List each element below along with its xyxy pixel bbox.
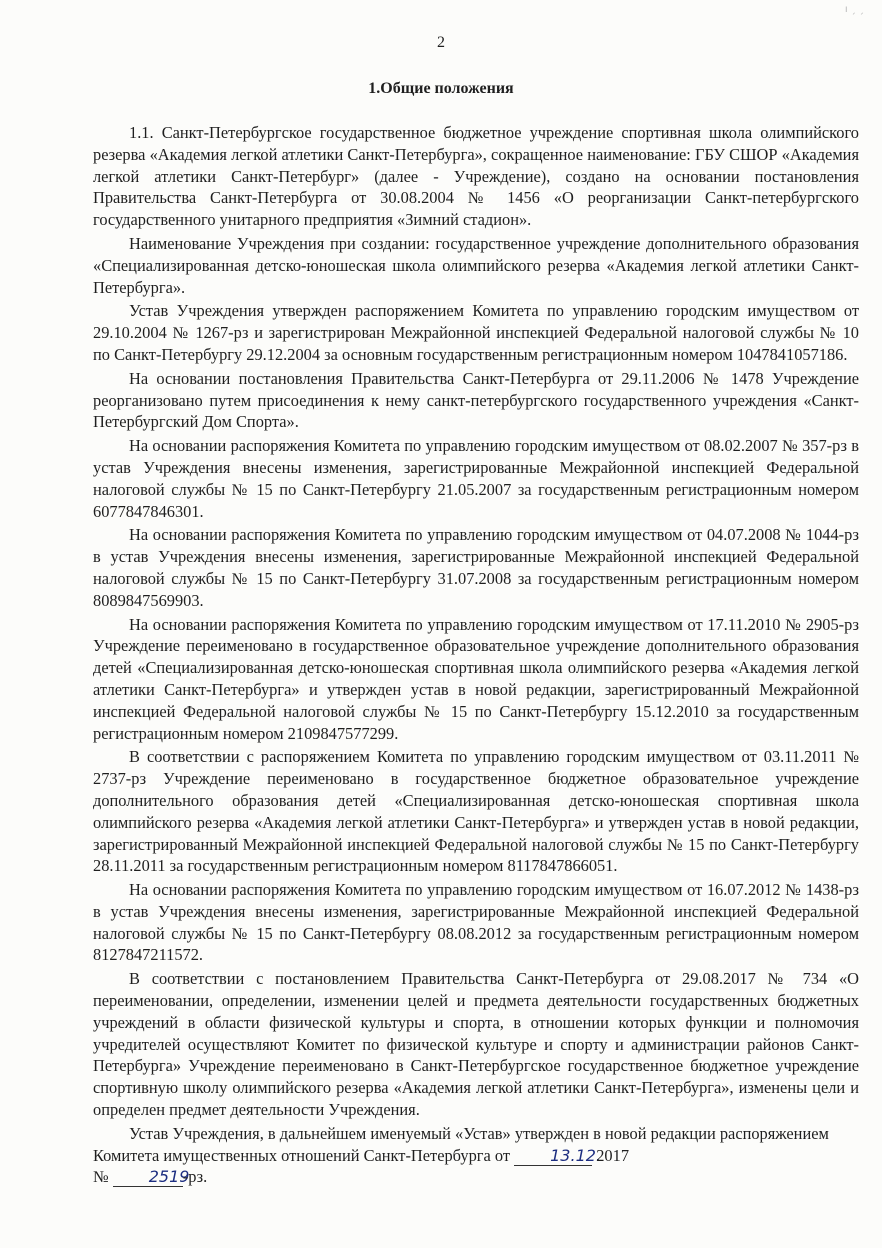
charter-text: Устав Учреждения, в дальнейшем именуемый «Устав» утвержден в новой редакции распоряжением Комитета имущественных отношений Санкт-Петербурга от: [93, 1123, 829, 1165]
paragraph-charter-2004: Устав Учреждения утвержден распоряжением Комитета по управлению городским имуществом от 29.10.2004 № 1267-рз и зарегистрирован Межрайонной инспекцией Федеральной налоговой службы № 10 по Санкт-Петербургу 29.12.2004 за основным государственным регистрационным номером 1047841057186.: [93, 301, 859, 364]
corner-scan-mark: ı ˏ ˏ: [844, 4, 864, 15]
handwritten-number: 2519: [113, 1168, 183, 1187]
section-title: 1.Общие положения: [368, 80, 514, 97]
paragraph-renaming-2017: В соответствии с постановлением Правительства Санкт-Петербурга от 29.08.2017 № 734 «О переименовании, определении, изменении целей и предмета деятельности государственных бюджетных учреждений в области физической культуры и спорта, в отношении которых функции и полномочия учредителей осуществляют Комитет по физической культуре и спорту и администрации районов Санкт-Петербурга» Учреждение переименовано в Санкт-Петербургское государственное бюджетное учреждение спортивную школу олимпийского резерва «Академия легкой атлетики Санкт-Петербурга», изменены цели и определен предмет деятельности Учреждения.: [93, 969, 859, 1120]
paragraph-amendment-2007: На основании распоряжения Комитета по управлению городским имуществом от 08.02.2007 № 357-рз в устав Учреждения внесены изменения, зарегистрированные Межрайонной инспекцией Федеральной налоговой службы № 15 по Санкт-Петербургу 21.05.2007 за государственным регистрационным номером 6077847846301.: [93, 436, 859, 521]
handwritten-date: 13.12.: [514, 1147, 592, 1166]
paragraph-amendment-2008: На основании распоряжения Комитета по управлению городским имуществом от 04.07.2008 № 1044-рз в устав Учреждения внесены изменения, зарегистрированные Межрайонной инспекцией Федеральной налоговой службы № 15 по Санкт-Петербургу 31.07.2008 за государственным регистрационным номером 8089847569903.: [93, 525, 859, 610]
paragraph-reorganization-2006: На основании постановления Правительства Санкт-Петербурга от 29.11.2006 № 1478 Учреждение реорганизовано путем присоединения к нему санкт-петербургского государственного учреждения «Санкт-Петербургский Дом Спорта».: [93, 368, 859, 432]
paragraph-new-charter: [93, 1123, 859, 1188]
paragraph-initial-name: Наименование Учреждения при создании: государственное учреждение дополнительного образования «Специализированная детско-юношеская школа олимпийского резерва «Академия легкой атлетики Санкт-Петербурга».: [93, 233, 859, 297]
paragraph-amendment-2012: На основании распоряжения Комитета по управлению городским имуществом от 16.07.2012 № 1438-рз в устав Учреждения внесены изменения, зарегистрированные Межрайонной инспекцией Федеральной налоговой службы № 15 по Санкт-Петербургу 08.08.2012 за государственным регистрационным номером 8127847211572.: [93, 880, 859, 965]
page-number: 2: [437, 34, 445, 51]
paragraph-1-1: 1.1. Санкт-Петербургское государственное бюджетное учреждение спортивная школа олимпийского резерва «Академия легкой атлетики Санкт-Петербурга», сокращенное наименование: ГБУ СШОР «Академия легкой атлетики Санкт-Петербург» (далее - Учреждение), создано на основании постановления Правительства Санкт-Петербурга от 30.08.2004 № 1456 «О реорганизации Санкт-петербургского государственного унитарного предприятия «Зимний стадион».: [93, 123, 859, 230]
paragraph-renaming-2010: На основании распоряжения Комитета по управлению городским имуществом от 17.11.2010 № 2905-рз Учреждение переименовано в государственное образовательное учреждение дополнительного образования детей «Специализированная детско-юношеская спортивная школа олимпийского резерва «Академия легкой атлетики Санкт-Петербурга» и утвержден устав в новой редакции, зарегистрированный Межрайонной инспекцией Федеральной налоговой службы № 15 по Санкт-Петербургу 15.12.2010 за государственным регистрационным номером 2109847577299.: [93, 614, 859, 743]
number-suffix: -рз.: [182, 1167, 208, 1187]
paragraph-renaming-2011: В соответствии с распоряжением Комитета по управлению городским имуществом от 03.11.2011 № 2737-рз Учреждение переименовано в государственное бюджетное образовательное учреждение дополнительного образования детей «Специализированная детско-юношеская спортивная школа олимпийского резерва «Академия легкой атлетики Санкт-Петербурга» и утвержден устав в новой редакции, зарегистрированный Межрайонной инспекцией Федеральной налоговой службы № 15 по Санкт-Петербургу 28.11.2011 за государственным регистрационным номером 8117847866051.: [93, 747, 859, 876]
document-body: [93, 122, 859, 1188]
number-prefix: №: [93, 1167, 109, 1187]
charter-year: 2017: [596, 1145, 630, 1165]
